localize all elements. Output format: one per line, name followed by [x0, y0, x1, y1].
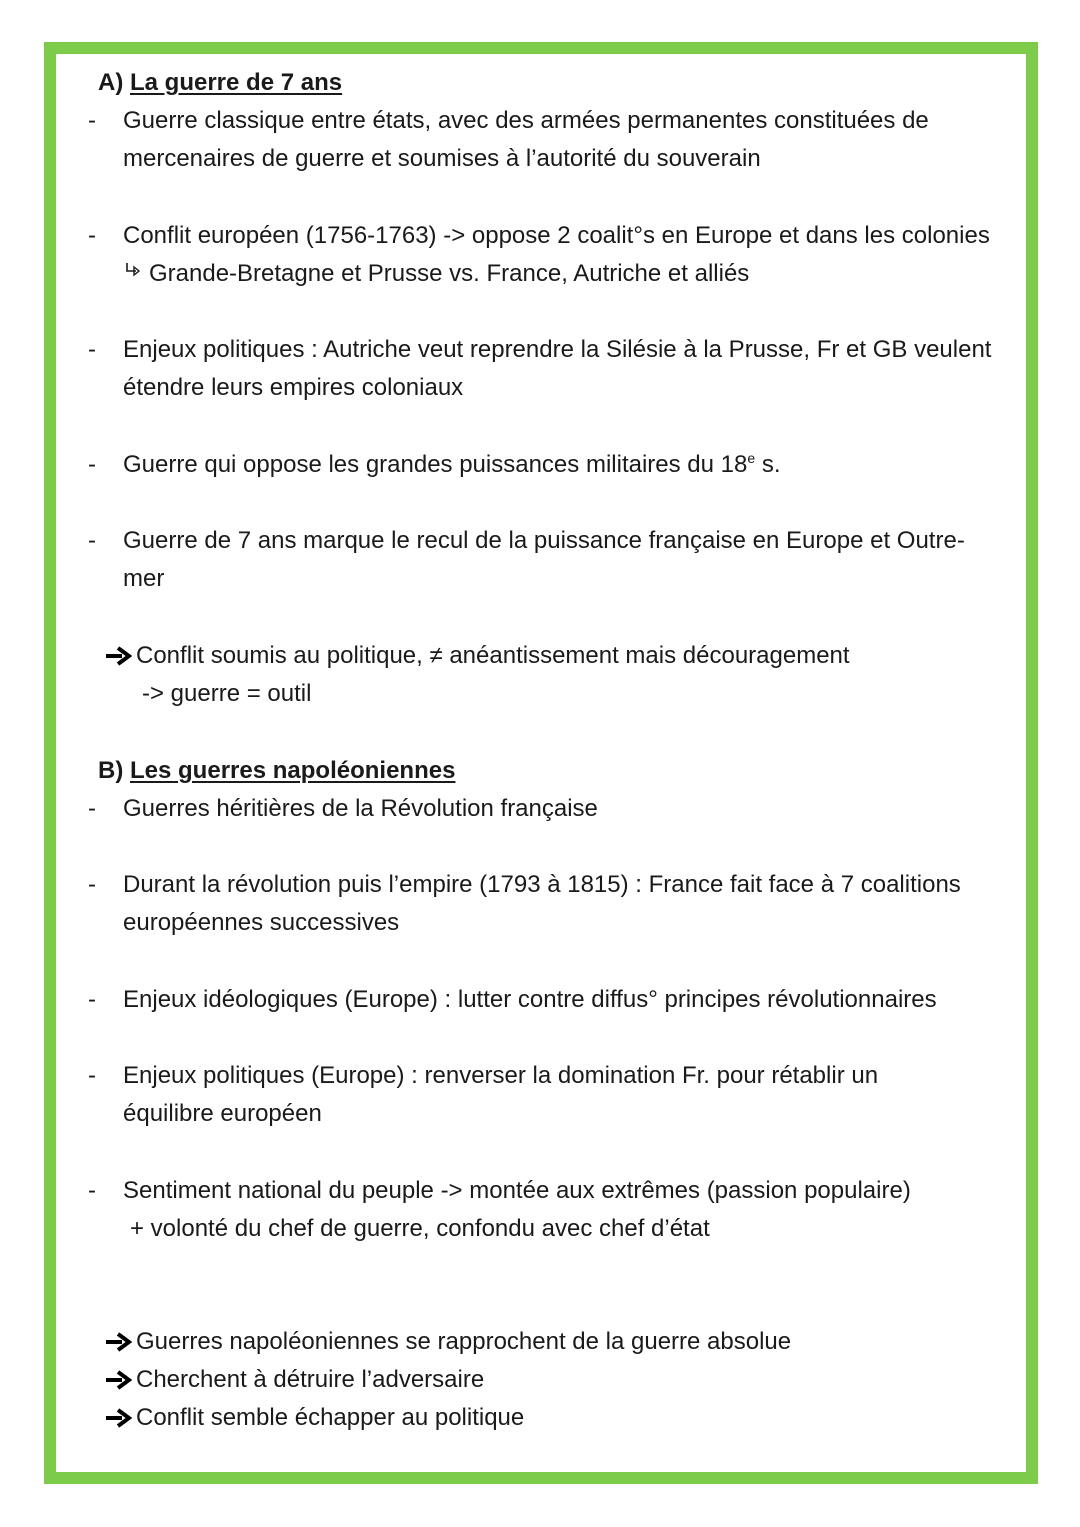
- a-bullet-3-line-1: Enjeux politiques : Autriche veut reprendre la Silésie à la Prusse, Fr et GB veulent: [123, 336, 992, 363]
- b-conclusion-2-text: Cherchent à détruire l’adversaire: [136, 1366, 485, 1393]
- right-arrow-icon: [104, 1361, 136, 1399]
- b-bullet-5-line-1: Sentiment national du peuple -> montée aux extrêmes (passion populaire): [123, 1177, 911, 1204]
- section-b-letter: B): [98, 757, 124, 784]
- b-conclusion-3: [104, 1399, 524, 1437]
- b-conclusion-3-text: Conflit semble échapper au politique: [136, 1404, 525, 1431]
- a-conclusion-text: Conflit soumis au politique, ≠ anéantissement mais découragement: [136, 642, 850, 669]
- b-bullet-4-line-1: Enjeux politiques (Europe) : renverser la domination Fr. pour rétablir un: [123, 1062, 879, 1089]
- a-bullet-5-line-2: mer: [123, 565, 165, 592]
- b-bullet-4-line-2: équilibre européen: [123, 1100, 322, 1127]
- a-bullet-2-line-2-text: Grande-Bretagne et Prusse vs. France, Autriche et alliés: [149, 260, 750, 287]
- b-bullet-1: Guerres héritières de la Révolution française: [123, 795, 598, 822]
- right-arrow-icon: [104, 637, 136, 675]
- section-a-heading: [98, 64, 342, 102]
- bullet-dash: -: [88, 527, 96, 554]
- a-conclusion-line-1: [104, 637, 850, 675]
- bullet-dash: -: [88, 1062, 96, 1089]
- section-b-title: Les guerres napoléoniennes: [130, 757, 456, 784]
- bullet-dash: -: [88, 222, 96, 249]
- section-a-letter: A): [98, 69, 124, 96]
- a-bullet-2-line-2: [123, 255, 749, 293]
- a-bullet-3-line-2: étendre leurs empires coloniaux: [123, 374, 464, 401]
- bullet-dash: -: [88, 336, 96, 363]
- curved-arrow-icon: [123, 255, 149, 293]
- section-b-heading: [98, 752, 455, 790]
- b-conclusion-1: [104, 1323, 791, 1361]
- superscript: e: [747, 450, 756, 466]
- b-conclusion-1-text: Guerres napoléoniennes se rapprochent de la guerre absolue: [136, 1328, 792, 1355]
- bullet-dash: -: [88, 986, 96, 1013]
- bullet-dash: -: [88, 795, 96, 822]
- right-arrow-icon: [104, 1399, 136, 1437]
- bullet-dash: -: [88, 871, 96, 898]
- section-a-title: La guerre de 7 ans: [130, 69, 343, 96]
- bullet-dash: -: [88, 451, 96, 478]
- a-conclusion-line-2: -> guerre = outil: [142, 680, 312, 707]
- right-arrow-icon: [104, 1323, 136, 1361]
- a-bullet-2-line-1: Conflit européen (1756-1763) -> oppose 2 coalit°s en Europe et dans les colonies: [123, 222, 990, 249]
- b-conclusion-2: [104, 1361, 484, 1399]
- a-bullet-5-line-1: Guerre de 7 ans marque le recul de la puissance française en Europe et Outre-: [123, 527, 965, 554]
- b-bullet-3: Enjeux idéologiques (Europe) : lutter contre diffus° principes révolutionnaires: [123, 986, 937, 1013]
- a-bullet-4-suffix: s.: [755, 451, 781, 478]
- a-bullet-1-line-2: mercenaires de guerre et soumises à l’autorité du souverain: [123, 145, 761, 172]
- a-bullet-1-line-1: Guerre classique entre états, avec des armées permanentes constituées de: [123, 107, 929, 134]
- b-bullet-2-line-1: Durant la révolution puis l’empire (1793 à 1815) : France fait face à 7 coalitions: [123, 871, 961, 898]
- bullet-dash: -: [88, 107, 96, 134]
- b-bullet-5-line-2: + volonté du chef de guerre, confondu avec chef d’état: [130, 1215, 710, 1242]
- a-bullet-4-text: Guerre qui oppose les grandes puissances militaires du 18: [123, 451, 748, 478]
- b-bullet-2-line-2: européennes successives: [123, 909, 400, 936]
- bullet-dash: -: [88, 1177, 96, 1204]
- a-bullet-4: [123, 446, 781, 484]
